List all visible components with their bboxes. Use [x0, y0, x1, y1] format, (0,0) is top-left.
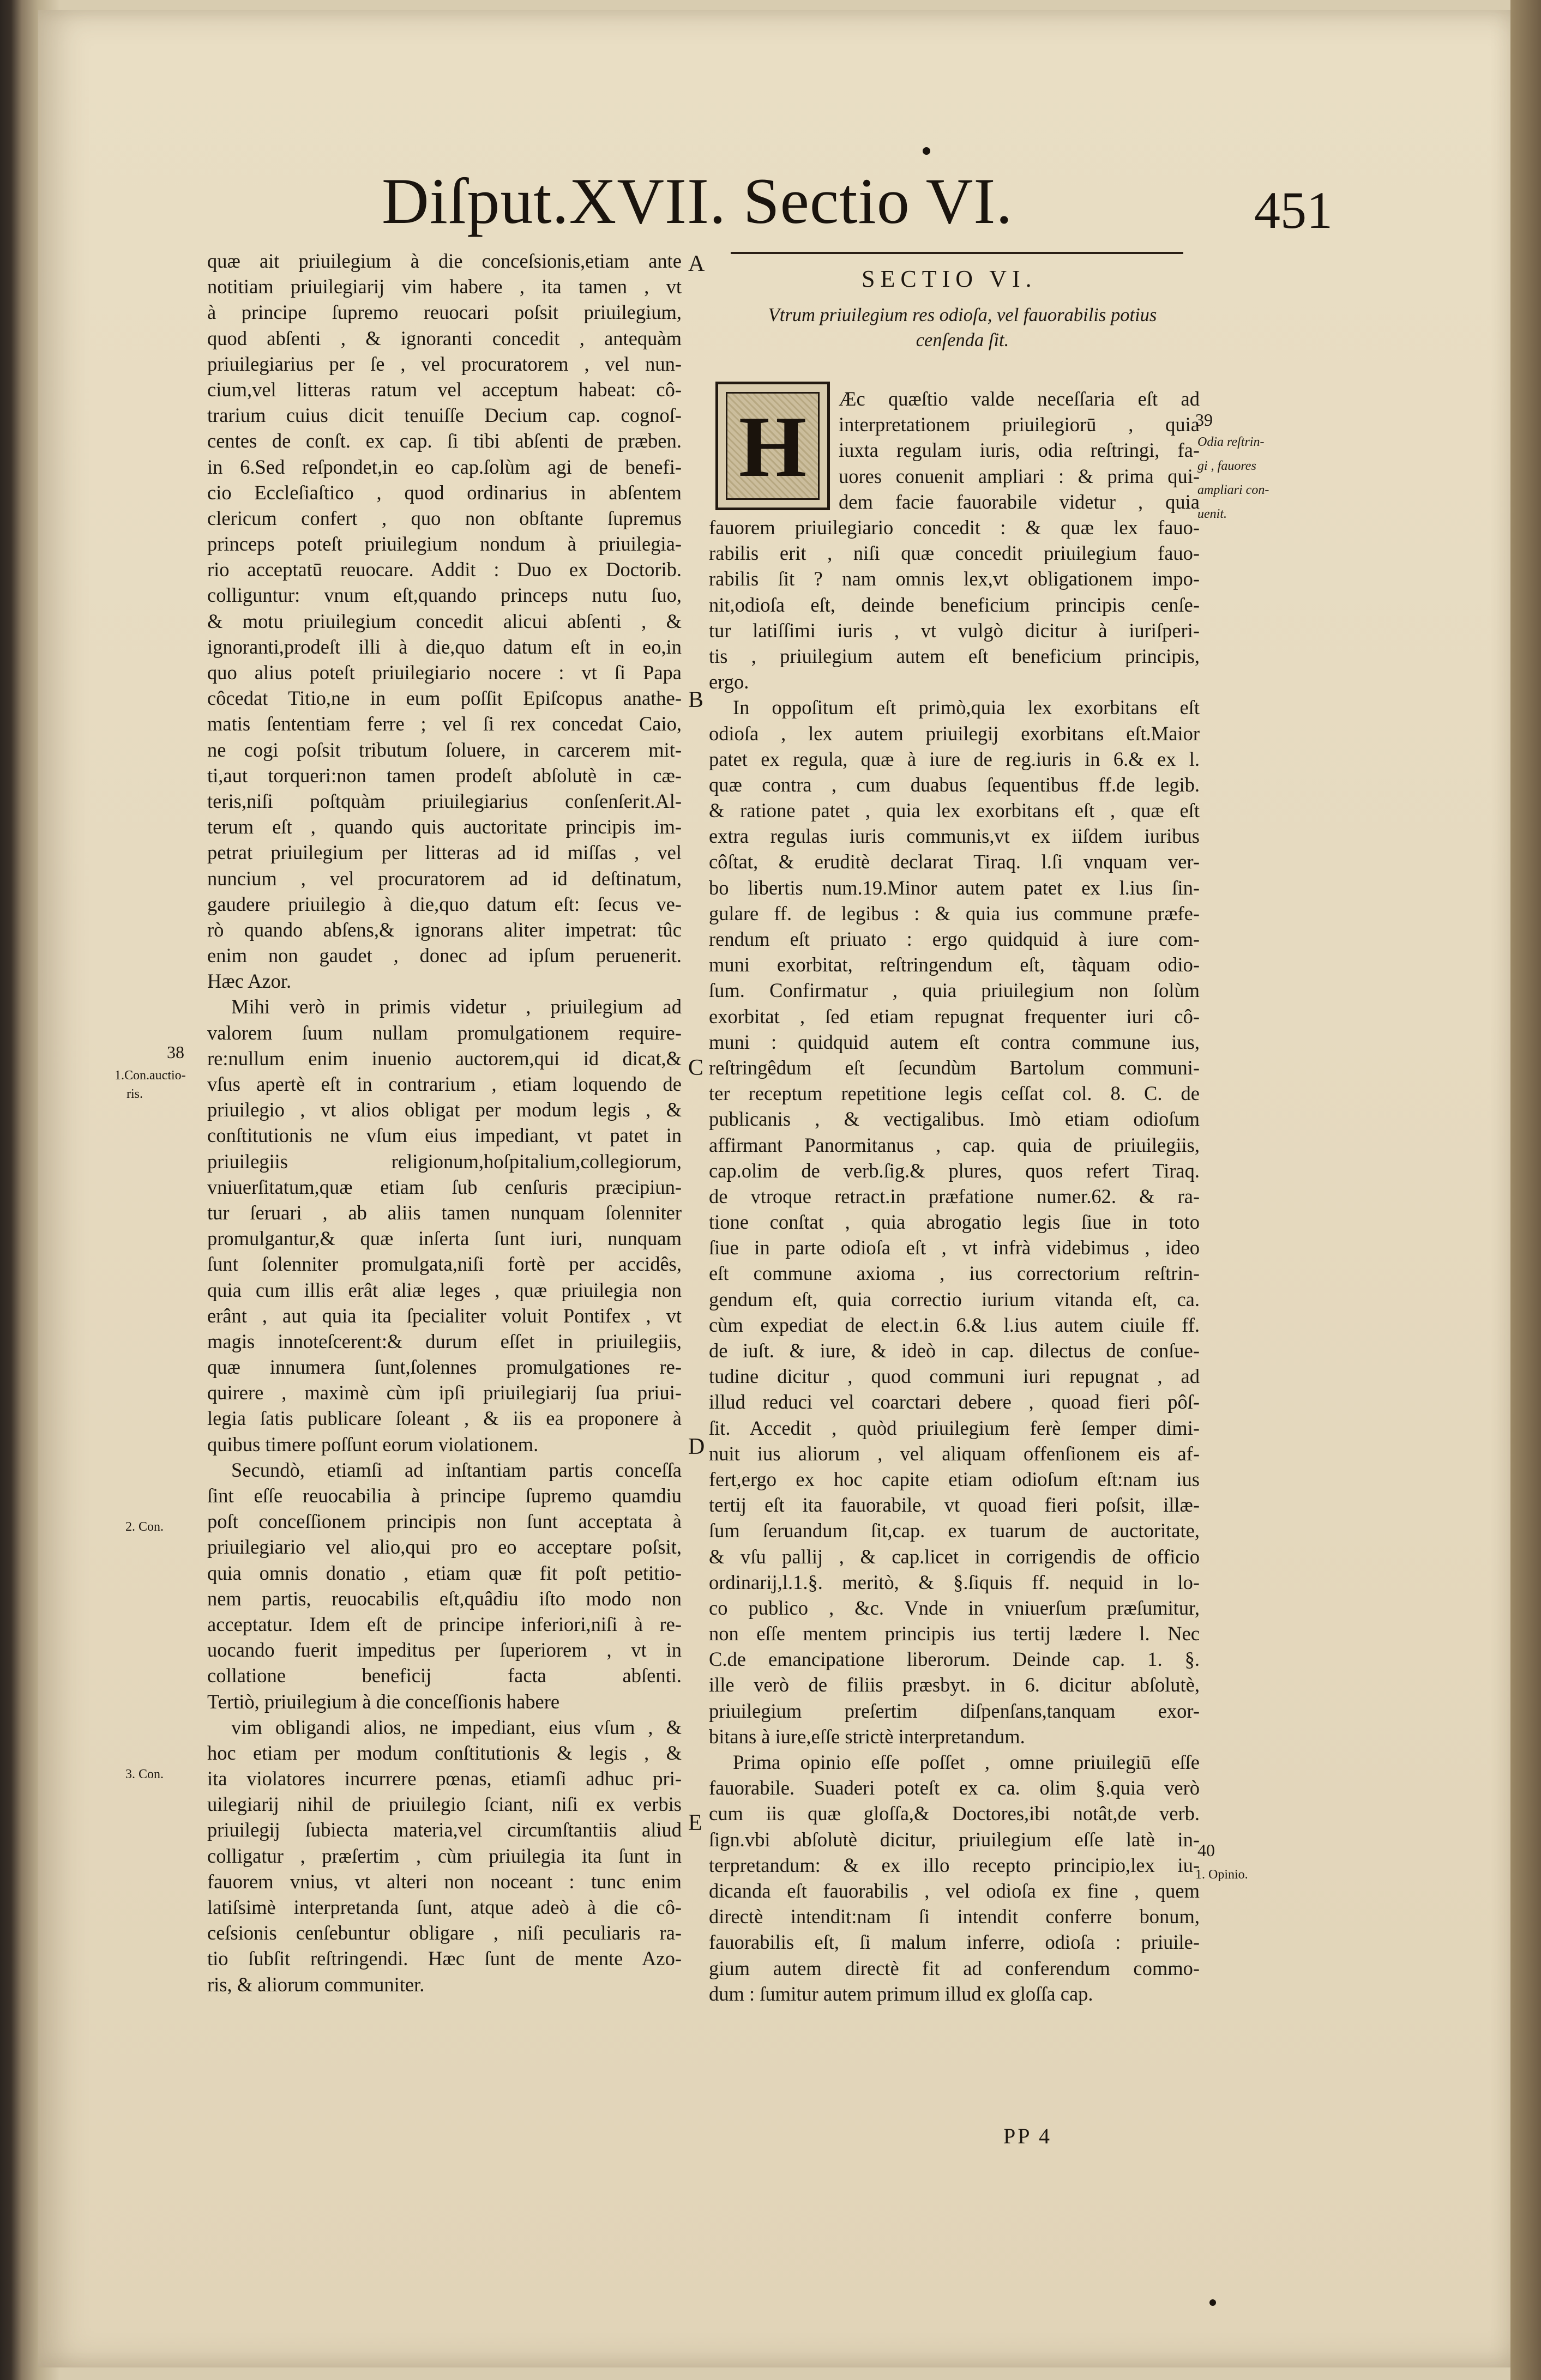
- text-line: vim obligandi alios, ne impediant, eius vſum , &: [231, 1715, 682, 1738]
- margin-note-conclusio-1b: ris.: [127, 1087, 143, 1101]
- text-line: quia omnis donatio , etiam quæ fit poſt petitio-: [207, 1561, 682, 1584]
- text-line: ſum ſeruandum ſit,cap. ex tuarum de auctoritate,: [709, 1519, 1200, 1542]
- text-line: ti,aut torqueri:non tamen prodeſt abſolutè in cæ-: [207, 764, 682, 787]
- text-line: notitiam priuilegiarij vim habere , ita tamen , vt: [207, 275, 682, 298]
- text-line: côſtat, & eruditè declarat Tiraq. l.ſi vnquam ver-: [709, 850, 1200, 873]
- text-line: tio ſubſit reſtringendi. Hæc ſunt de mente Azo-: [207, 1947, 682, 1970]
- text-line: clericum confert , quo non obſtante ſupremus: [207, 506, 682, 529]
- text-line: ſunt ſolenniter promulgata,niſi fortè per accidês,: [207, 1253, 682, 1276]
- text-line: interpretationem priuilegiorū , quia: [839, 413, 1200, 436]
- text-line: Mihi verò in primis videtur , priuilegium ad: [231, 995, 682, 1018]
- text-line: Æc quæſtio valde neceſſaria eſt ad: [839, 388, 1200, 410]
- text-line: bitans à iure,eſſe strictè interpretandum.: [709, 1725, 1025, 1748]
- page-edge: [1510, 0, 1541, 2380]
- text-line: ille verò de filiis præsbyt. in 6. dicitur abſolutè,: [709, 1674, 1200, 1696]
- text-line: cum iis quæ gloſſa,& Doctores,ibi notât,de verb.: [709, 1802, 1200, 1825]
- text-line: odioſa , lex autem priuilegij exorbitans eſt.Maior: [709, 722, 1200, 745]
- text-line: tione conſtat , quia abrogatio legis ſiue in toto: [709, 1211, 1200, 1234]
- text-line: poſt conceſſionem principis non ſunt acceptata à: [207, 1510, 682, 1533]
- text-line: priuilegium preſertim diſpenſans,tanquam exor-: [709, 1699, 1200, 1722]
- text-line: ignoranti,prodeſt illi à die,quo datum eſt in eo,in: [207, 635, 682, 658]
- text-line: ne cogi poſsit tributum ſoluere, in carcerem mit-: [207, 738, 682, 761]
- text-line: cap.olim de verb.ſig.& plures, quos refert Tiraq.: [709, 1159, 1200, 1182]
- text-line: colliguntur: vnum eſt,quando princeps nutu ſuo,: [207, 584, 682, 607]
- text-line: acceptatur. Idem eſt de principe inferiori,niſi à re-: [207, 1612, 682, 1635]
- text-line: patet ex regula, quæ à iure de reg.iuris in 6.& ex l.: [709, 747, 1200, 770]
- text-line: cùm expediat de elect.in 6.& l.ius autem ciuile ff.: [709, 1313, 1200, 1336]
- text-line: ſign.vbi abſolutè dicitur, priuilegium eſſe latè in-: [709, 1828, 1200, 1851]
- text-line: côcedat Titio,ne in eum poſſit Epiſcopus anathe-: [207, 687, 682, 710]
- text-line: quæ contra , cum duabus ſequentibus ff.de legib.: [709, 773, 1200, 796]
- text-line: vſus apertè eſt in contrarium , etiam loquendo de: [207, 1073, 682, 1095]
- text-line: Secundò, etiamſi ad inſtantiam partis conceſſa: [231, 1458, 682, 1481]
- header-rule: [731, 252, 1183, 254]
- text-line: collatione beneficij facta abſenti.: [207, 1664, 682, 1687]
- text-line: tur latiſſimi iuris , vt vulgò dicitur à iuriſperi-: [709, 619, 1200, 642]
- text-line: fauorem priuilegiario concedit : & quæ lex fauo-: [709, 516, 1200, 539]
- text-line: publicanis , & vectigalibus. Imò etiam odioſum: [709, 1108, 1200, 1131]
- right-column-initial-lines: [839, 386, 1200, 515]
- text-line: teris,niſi poſtquàm priuilegiarius conſenſerit.Al-: [207, 789, 682, 812]
- margin-note-conclusio-1: 1.Con.auctio-: [115, 1068, 186, 1083]
- text-line: erânt , aut quia ita ſpecialiter voluit Pontifex , vt: [207, 1304, 682, 1327]
- text-line: non eſſe mentem principis ius tertij lædere l. Nec: [709, 1622, 1200, 1645]
- text-line: in 6.Sed reſpondet,in eo cap.ſolùm agi de benefi-: [207, 455, 682, 478]
- text-line: hoc etiam per modum conſtitutionis & legis , &: [207, 1741, 682, 1764]
- text-line: gendum eſt, quia correctio iurium vitanda eſt, ca.: [709, 1288, 1200, 1310]
- paragraph-number-40: 40: [1197, 1840, 1215, 1860]
- text-line: fauorabilis eſt, ſi malum inferre, odioſa : priuile-: [709, 1931, 1200, 1954]
- text-line: rò quando abſens,& ignorans aliter impetrat: tûc: [207, 918, 682, 941]
- text-line: re:nullum enim inuenio auctorem,qui id dicat,&: [207, 1047, 682, 1070]
- section-title: SECTIO VI.: [862, 265, 1037, 292]
- initial-letter: H: [738, 398, 807, 495]
- text-line: Hæc Azor.: [207, 970, 292, 993]
- text-line: tudine dicitur , quod communi iuri repugnat , ad: [709, 1365, 1200, 1388]
- text-line: quæ ait priuilegium à die conceſsionis,etiam ante: [207, 250, 682, 272]
- margin-note-ampliari: ampliari con-: [1197, 483, 1269, 497]
- text-line: affirmant Panormitanus , cap. quia de priuilegiis,: [709, 1133, 1200, 1156]
- text-line: petrat priuilegium per litteras ad id miſſas , vel: [207, 841, 682, 864]
- text-line: iuxta regulam iuris, odia reſtringi, fa-: [839, 439, 1200, 462]
- text-line: de iuſt. & iure, & ideò in cap. dilectus de conſue-: [709, 1339, 1200, 1362]
- text-line: exorbitat , ſed etiam repugnat frequenter iuri cô-: [709, 1005, 1200, 1028]
- text-line: vniuerſitatum,quæ etiam ſub cenſuris præcipiun-: [207, 1175, 682, 1198]
- text-line: ſit. Accedit , quòd priuilegium ferè ſemper dimi-: [709, 1416, 1200, 1439]
- text-line: gulare ff. de legibus : & quia ius commune præfe-: [709, 902, 1200, 925]
- text-line: ris, & aliorum communiter.: [207, 1973, 425, 1996]
- margin-letter-a: A: [688, 251, 705, 276]
- margin-letter-d: D: [688, 1434, 705, 1459]
- running-header: Diſput.XVII. Sectio VI.: [382, 165, 1013, 237]
- text-line: gium autem directè fit ad conferendum commo-: [709, 1956, 1200, 1979]
- decorated-initial: [715, 382, 830, 510]
- text-line: nit,odioſa eſt, deinde beneficium principis cenſe-: [709, 593, 1200, 616]
- text-line: fert,ergo ex hoc capite etiam odioſum eſt:nam ius: [709, 1467, 1200, 1490]
- text-line: ceſsionis cenſebuntur obligare , niſi peculiaris ra-: [207, 1922, 682, 1944]
- text-line: quo alius poteſt priuilegiario nocere : vt ſi Papa: [207, 661, 682, 684]
- text-line: rabilis erit , niſi quæ concedit priuilegium fauo-: [709, 542, 1200, 565]
- text-line: ter receptum repetitione legis ceſſat col. 8. C. de: [709, 1082, 1200, 1105]
- text-line: illud reduci vel coarctari debere , quoad fieri pôſ-: [709, 1391, 1200, 1413]
- text-line: latiſsimè interpretanda ſunt, atque adeò à die cô-: [207, 1896, 682, 1918]
- text-line: extra regulas iuris communis,vt ex iiſdem iuribus: [709, 825, 1200, 848]
- text-line: terpretandum: & ex illo recepto principio,lex iu-: [709, 1853, 1200, 1876]
- margin-note-conclusio-3: 3. Con.: [125, 1767, 164, 1781]
- text-line: bo libertis num.19.Minor autem patet ex l.ius ſin-: [709, 876, 1200, 899]
- text-line: dem facie fauorabile videtur , quia: [839, 490, 1200, 513]
- text-line: matis ſententiam ferre ; vel ſi rex concedat Caio,: [207, 712, 682, 735]
- left-column: [207, 248, 682, 1997]
- text-line: & vſu pallij , & cap.licet in corrigendis de officio: [709, 1545, 1200, 1568]
- section-subtitle: [731, 303, 1194, 353]
- text-line: magis innoteſcerent:& durum eſſet in priuilegiis,: [207, 1330, 682, 1352]
- margin-note-opinio-1: 1. Opinio.: [1195, 1868, 1248, 1882]
- text-line: legia ſatis publicare ſoleant , & iis ea proponere à: [207, 1407, 682, 1430]
- margin-note-gi: gi , fauores: [1197, 459, 1256, 473]
- text-line: fauorem vnius, vt alteri non noceant : tunc enim: [207, 1870, 682, 1893]
- text-line: ſiue in parte odioſa eſt , vt infrà videbimus , ideo: [709, 1236, 1200, 1259]
- text-line: trarium cuius dicit tenuiſſe Decium cap. cognoſ-: [207, 404, 682, 427]
- text-line: C.de emancipatione liberorum. Deinde cap. 1. §.: [709, 1648, 1200, 1671]
- text-line: Prima opinio eſſe poſſet , omne priuilegiū eſſe: [733, 1751, 1200, 1773]
- text-line: gaudere priuilegio à die,quo datum eſt: ſecus ve-: [207, 892, 682, 915]
- text-line: muni : quidquid autem eſt contra commune ius,: [709, 1030, 1200, 1053]
- text-line: valorem ſuum nullam promulgationem require-: [207, 1021, 682, 1044]
- text-line: conſtitutionis ne vſum eius impediant, vt patet in: [207, 1124, 682, 1147]
- paragraph-number-39: 39: [1195, 410, 1213, 430]
- text-line: ordinarij,l.1.§. meritò, & §.ſiquis ff. nequid in lo-: [709, 1570, 1200, 1593]
- text-line: rabilis ſit ? nam omnis lex,vt obligationem impo-: [709, 567, 1200, 590]
- margin-letter-c: C: [688, 1055, 704, 1080]
- text-line: priuilegij ſubiecta materia,vel circumſtantiis aliud: [207, 1819, 682, 1841]
- text-line: ita violatores incurrere pœnas, etiamſi adhuc pri-: [207, 1767, 682, 1790]
- text-line: In oppoſitum eſt primò,quia lex exorbitans eſt: [733, 696, 1200, 719]
- text-line: Tertiò, priuilegium à die conceſſionis habere: [207, 1690, 560, 1713]
- text-line: & motu priuilegium concedit alicui abſenti , &: [207, 609, 682, 632]
- text-line: priuilegiario vel alio,qui pro eo acceptare poſsit,: [207, 1536, 682, 1559]
- text-line: uocando fuerit impeditus per ſuperiorem , vt in: [207, 1639, 682, 1662]
- text-line: de vtroque retract.in præfatione numer.62. & ra-: [709, 1185, 1200, 1207]
- text-line: tertij eſt ita fauorabile, vt quoad fieri poſsit, illæ-: [709, 1494, 1200, 1517]
- text-line: promulgantur,& quæ inſerta ſunt iuri, nunquam: [207, 1227, 682, 1250]
- text-line: nuncium , vel procuratorem ad id deſtinatum,: [207, 867, 682, 890]
- text-line: princeps poteſt priuilegium nondum à priuilegia-: [207, 533, 682, 555]
- text-line: nuit ius aliorum , vel aliquam offenſionem eis af-: [709, 1442, 1200, 1465]
- text-line: priuilegio , vt alios obligat per modum legis , &: [207, 1098, 682, 1121]
- text-line: dicanda eſt fauorabilis , vel odioſa ex fine , quem: [709, 1879, 1200, 1902]
- margin-note-uenit: uenit.: [1197, 507, 1227, 521]
- text-line: quibus timere poſſunt eorum violationem.: [207, 1433, 539, 1455]
- text-line: quia cum illis erât aliæ leges , quæ priuilegia non: [207, 1278, 682, 1301]
- text-line: muni exorbitat, reſtringendum eſt, tàquam odio-: [709, 953, 1200, 976]
- right-column: [709, 515, 1200, 2007]
- text-line: rendum eſt priuato : ergo quidquid à iure com-: [709, 928, 1200, 950]
- text-line: eſt commune axioma , ius correctorium reſtrin-: [709, 1262, 1200, 1285]
- text-line: cio Eccleſiaſtico , quod ordinarius in abſentem: [207, 481, 682, 504]
- text-line: reſtringêdum eſt ſecundùm Bartolum communi-: [709, 1056, 1200, 1079]
- margin-letter-e: E: [688, 1810, 702, 1835]
- text-line: priuilegiis religionum,hoſpitalium,collegiorum,: [207, 1150, 682, 1173]
- text-line: co publico , &c. Vnde in vniuerſum præſumitur,: [709, 1596, 1200, 1619]
- text-line: quæ innumera ſunt,ſolennes promulgationes re-: [207, 1356, 682, 1379]
- text-line: tur ſeruari , ab aliis tamen nunquam ſolenniter: [207, 1201, 682, 1224]
- text-line: tis , priuilegium autem eſt beneficium principis,: [709, 644, 1200, 667]
- text-line: uores conuenit ampliari : & prima qui-: [839, 464, 1200, 487]
- section-subtitle-line-2: cenſenda ſit.: [916, 330, 1009, 351]
- text-line: quod abſenti , & ignoranti concedit , antequàm: [207, 327, 682, 349]
- text-line: ergo.: [709, 670, 749, 693]
- text-line: quirere , maximè cùm ipſi priuilegiarij ſua priui-: [207, 1381, 682, 1404]
- text-line: terum eſt , quando quis auctoritate principis im-: [207, 816, 682, 838]
- text-line: fauorabile. Suaderi poteſt ex ca. olim §.quia verò: [709, 1777, 1200, 1799]
- text-line: nem partis, reuocabilis eſt,quâdiu iſto modo non: [207, 1587, 682, 1610]
- text-line: enim non gaudet , donec ad ipſum peruenerit.: [207, 944, 682, 967]
- text-line: & ratione patet , quia lex exorbitans eſt , quæ eſt: [709, 799, 1200, 822]
- text-line: directè intendit:nam ſi intendit conferre bonum,: [709, 1905, 1200, 1928]
- margin-letter-b: B: [688, 687, 704, 712]
- text-line: priuilegiarius per ſe , vel procuratorem , vel nun-: [207, 352, 682, 375]
- text-line: dum : ſumitur autem primum illud ex gloſſa cap.: [709, 1982, 1093, 2005]
- text-line: uilegiarij nihil de priuilegio ſciant, niſi ex verbis: [207, 1793, 682, 1816]
- signature-mark: PP 4: [1003, 2124, 1052, 2148]
- paragraph-number-38: 38: [167, 1042, 184, 1062]
- text-line: centes de conſt. ex cap. ſi tibi abſenti de præben.: [207, 430, 682, 452]
- text-line: ſum. Confirmatur , quia priuilegium non ſolùm: [709, 979, 1200, 1002]
- text-line: à principe ſupremo reuocari poſsit priuilegium,: [207, 301, 682, 324]
- text-line: colligatur , præſertim , cùm priuilegia ita ſunt in: [207, 1844, 682, 1867]
- ink-dot: [1209, 2299, 1216, 2306]
- margin-note-odia: Odia reſtrin-: [1197, 435, 1265, 449]
- ink-dot: [923, 147, 930, 155]
- section-subtitle-line-1: Vtrum priuilegium res odioſa, vel fauorabilis potius: [768, 305, 1157, 325]
- text-line: ſint eſſe reuocabilia à principe ſupremo quamdiu: [207, 1484, 682, 1507]
- margin-note-conclusio-2: 2. Con.: [125, 1520, 164, 1534]
- page-number: 451: [1254, 181, 1333, 239]
- text-line: rio acceptatū reuocare. Addit : Duo ex Doctorib.: [207, 558, 682, 581]
- text-line: cium,vel litteras ratum vel acceptum habeat: cô-: [207, 378, 682, 401]
